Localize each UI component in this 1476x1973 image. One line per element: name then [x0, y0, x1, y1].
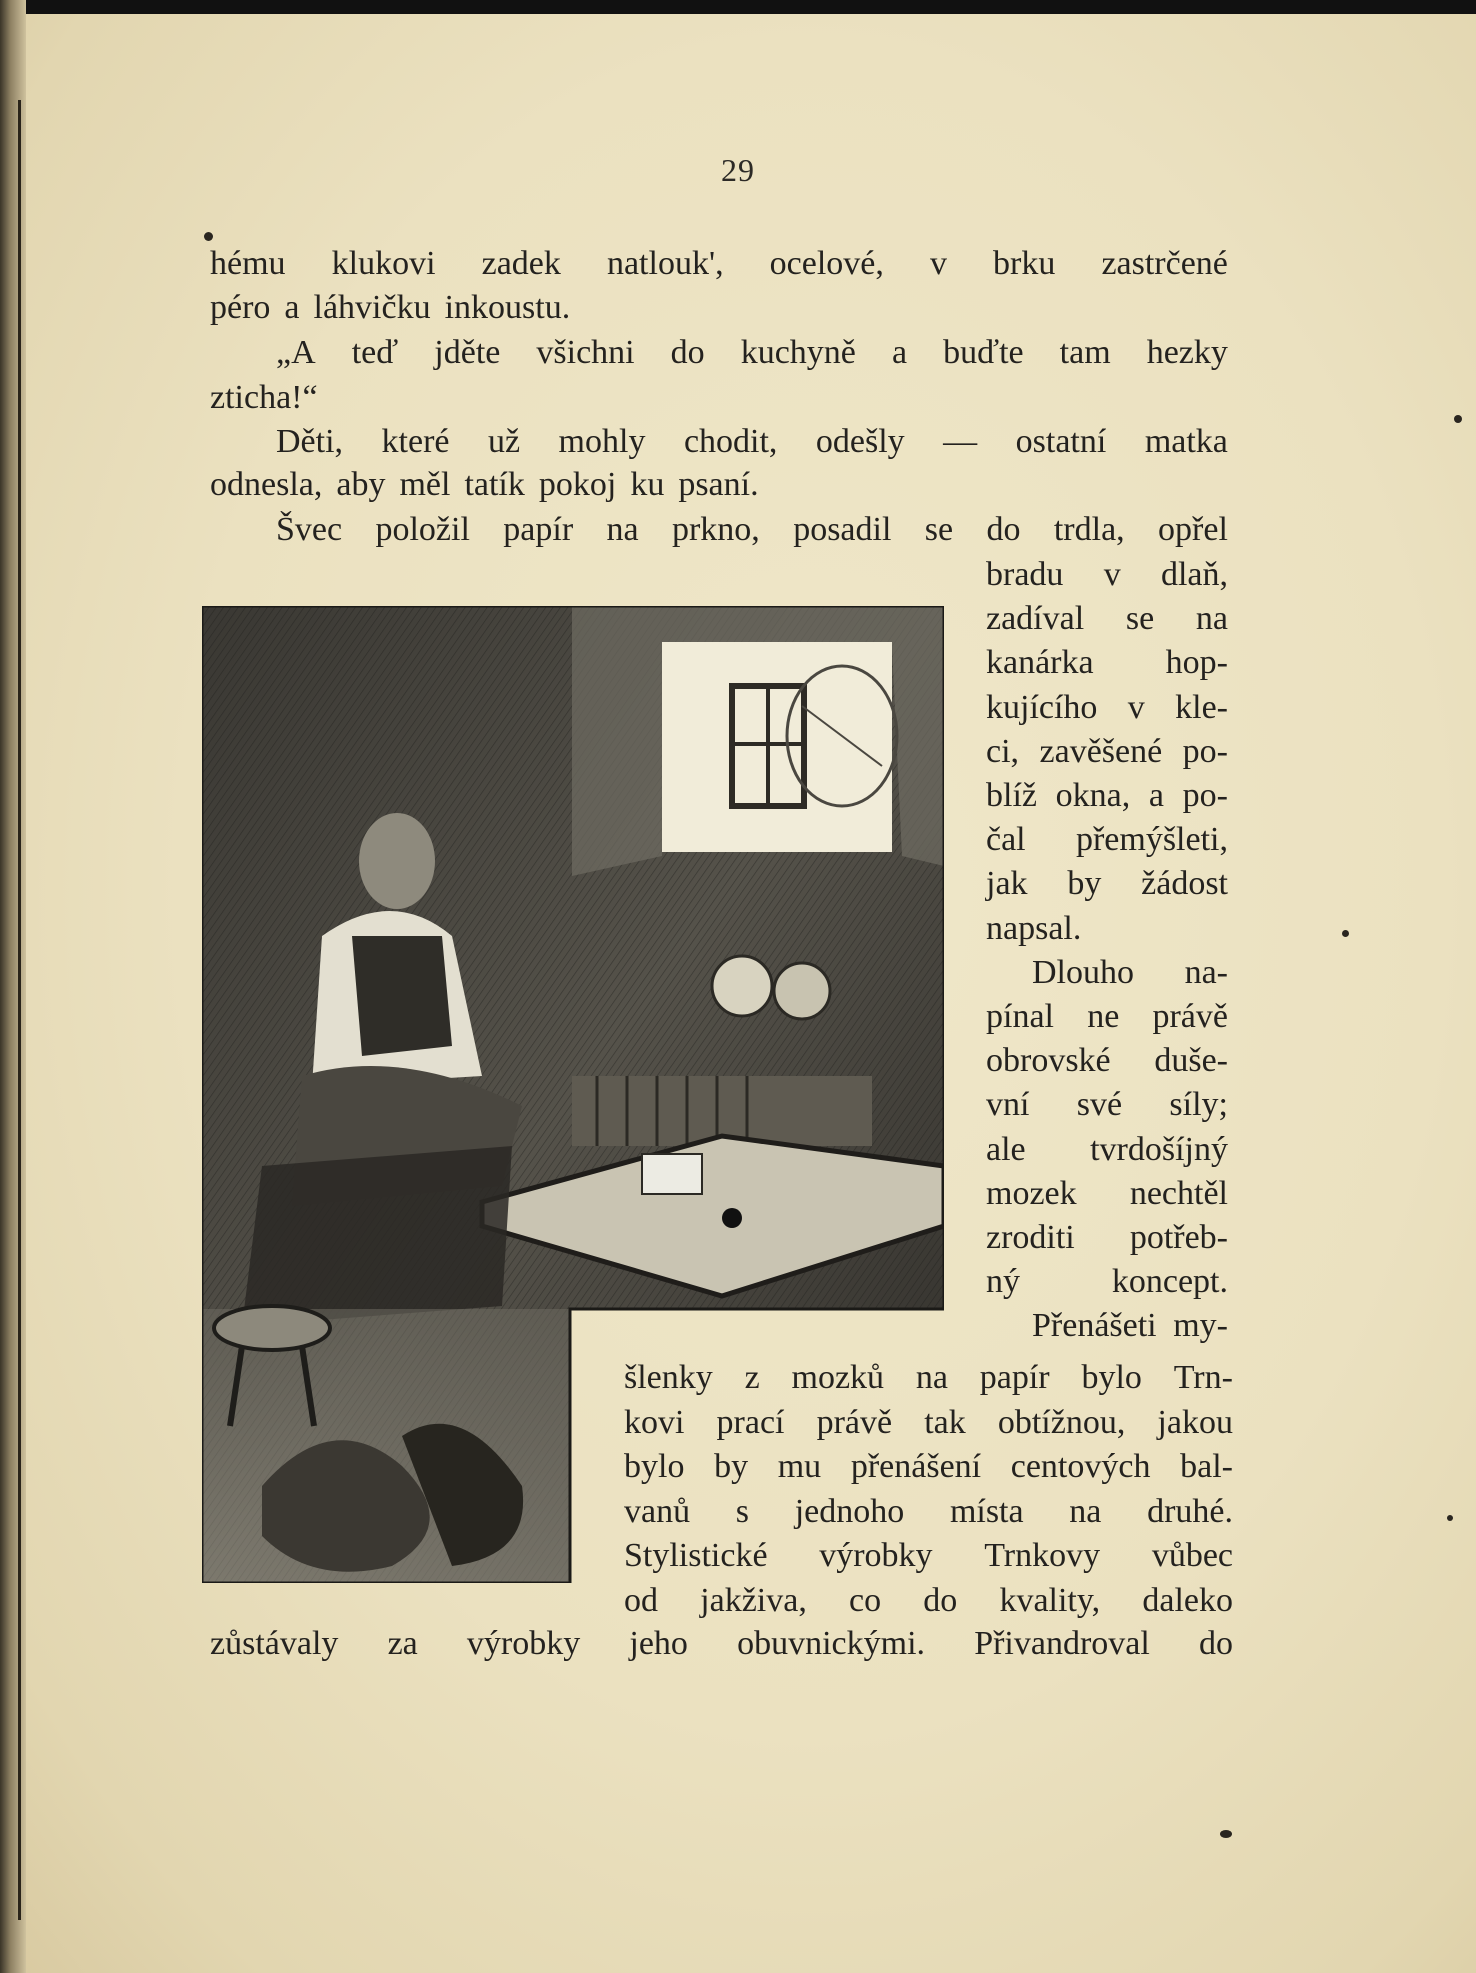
text-line: napsal.	[986, 909, 1082, 947]
text-line: jak by žádost	[986, 865, 1228, 903]
text-line: vanů s jednoho místa na druhé.	[624, 1492, 1233, 1530]
text-line: obrovské duše-	[986, 1042, 1228, 1080]
binding-edge-line	[18, 100, 21, 1920]
text-line: Přenášeti my-	[1032, 1307, 1228, 1345]
text-line: vní své síly;	[986, 1086, 1228, 1124]
scan-speck	[204, 232, 213, 241]
text-line: péro a láhvičku inkoustu.	[210, 289, 571, 326]
text-line: šlenky z mozků na papír bylo Trn-	[624, 1359, 1233, 1396]
page-number: 29	[721, 152, 755, 188]
text-line: bylo by mu přenášení centových bal-	[624, 1448, 1233, 1485]
page-binding-shadow	[0, 0, 26, 1973]
text-line: ný koncept.	[986, 1263, 1228, 1301]
text-line: zroditi potřeb-	[986, 1219, 1228, 1256]
text-line: zůstávaly za výrobky jeho obuvnickými. Přivandroval do	[210, 1625, 1233, 1662]
text-line: blíž okna, a po-	[986, 777, 1228, 814]
text-line: Stylistické výrobky Trnkovy vůbec	[624, 1537, 1233, 1574]
text-line: Dlouho na-	[1032, 953, 1228, 991]
text-line: zadíval se na	[986, 600, 1228, 638]
text-line: kanárka hop-	[986, 644, 1228, 682]
text-line: Švec položil papír na prkno, posadil se do trdla, opřel	[276, 511, 1228, 548]
text-line: hému klukovi zadek natlouk', ocelové, v brku zastrčené	[210, 245, 1228, 282]
illustration-shoemaker-at-table	[202, 606, 944, 1583]
text-line: mozek nechtěl	[986, 1174, 1228, 1212]
text-line: kovi prací právě tak obtížnou, jakou	[624, 1403, 1233, 1441]
text-line: od jakživa, co do kvality, daleko	[624, 1581, 1233, 1619]
text-line: ale tvrdošíjný	[986, 1130, 1228, 1168]
text-line: zticha!“	[210, 379, 318, 416]
text-line: pínal ne právě	[986, 998, 1228, 1035]
text-line: Děti, které už mohly chodit, odešly — ostatní matka	[276, 423, 1228, 460]
scan-speck	[1447, 1515, 1453, 1521]
scan-speck	[1342, 930, 1349, 937]
scan-speck	[1220, 1830, 1232, 1838]
scan-speck	[1454, 415, 1462, 423]
text-line: bradu v dlaň,	[986, 556, 1228, 593]
text-line: odnesla, aby měl tatík pokoj ku psaní.	[210, 466, 759, 503]
scan-top-edge	[0, 0, 1476, 14]
text-line: kujícího v kle-	[986, 688, 1228, 726]
text-line: ci, zavěšené po-	[986, 732, 1228, 770]
text-line: „A teď jděte všichni do kuchyně a buďte tam hezky	[276, 334, 1228, 371]
text-line: čal přemýšleti,	[986, 821, 1228, 859]
